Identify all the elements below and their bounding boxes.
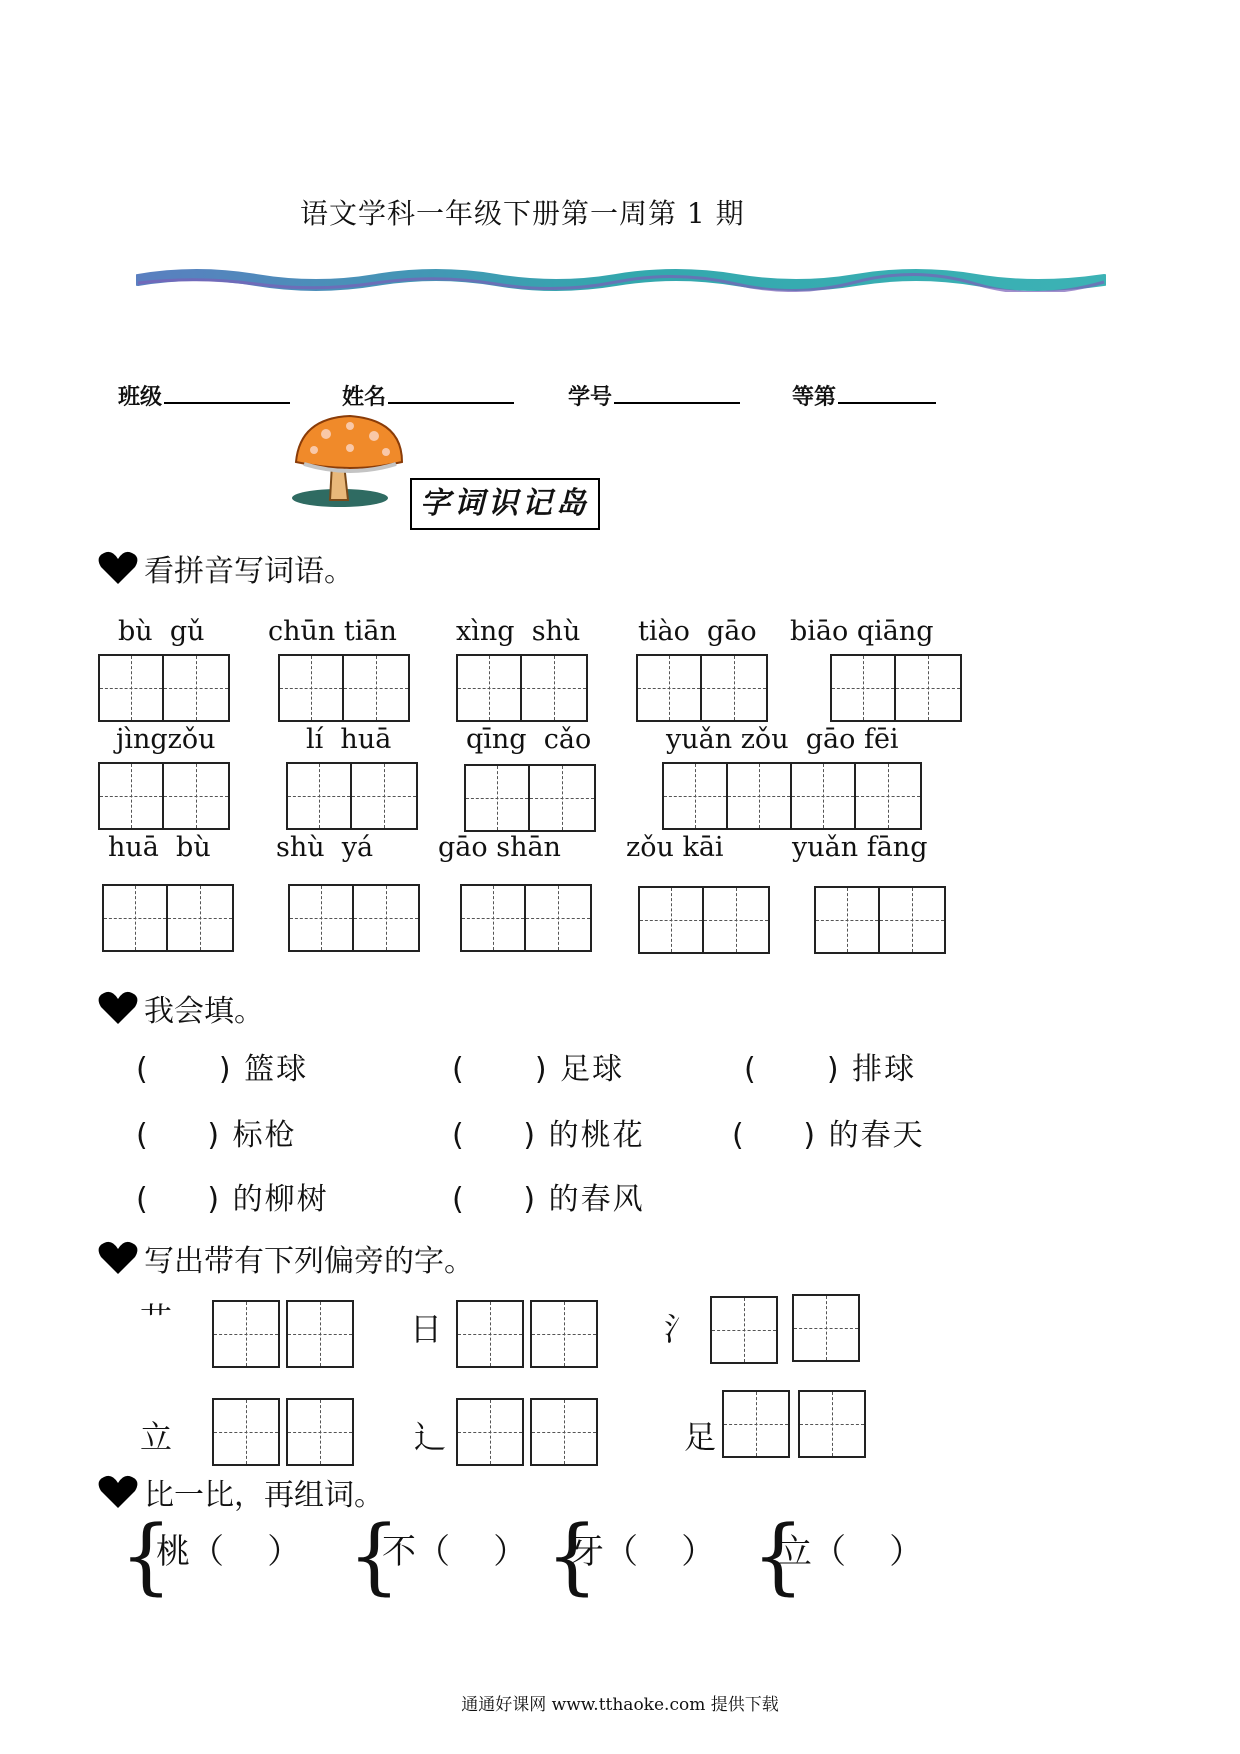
number-blank[interactable] — [614, 382, 740, 404]
pinyin-label: qīng cǎo — [466, 724, 592, 755]
writing-grid[interactable] — [636, 654, 768, 722]
decorative-wave-divider — [136, 268, 1106, 292]
fill-item[interactable]: ( ) 排球 — [744, 1052, 917, 1087]
field-label: 学号 — [568, 385, 613, 410]
brace-icon: { — [348, 1509, 401, 1604]
writing-grid[interactable] — [464, 764, 596, 832]
writing-grid[interactable] — [456, 1300, 524, 1368]
pinyin-label: zǒu kāi — [626, 832, 724, 863]
class-blank[interactable] — [164, 382, 290, 404]
heart-icon — [98, 991, 138, 1025]
pinyin-label: bù gǔ — [118, 616, 205, 647]
writing-grid[interactable] — [456, 1398, 524, 1466]
field-name — [342, 380, 514, 411]
writing-grid[interactable] — [278, 654, 410, 722]
writing-grid[interactable] — [212, 1398, 280, 1466]
grade-blank[interactable] — [838, 382, 936, 404]
pinyin-label: jìngzǒu — [116, 724, 216, 755]
section-heading-text: 看拼音写词语。 — [144, 554, 354, 589]
writing-grid[interactable] — [814, 886, 946, 954]
compare-item[interactable]: 不（ ） — [382, 1532, 528, 1572]
field-grade — [792, 380, 936, 411]
compare-item[interactable]: 立（ ） — [778, 1532, 924, 1572]
brace-icon: { — [120, 1509, 173, 1604]
radical-label: 艹 — [140, 1300, 173, 1338]
writing-grid[interactable] — [456, 654, 588, 722]
heart-icon — [98, 1475, 138, 1509]
fill-item[interactable]: ( ) 足球 — [452, 1052, 625, 1087]
pinyin-label: yuǎn fāng — [792, 832, 928, 863]
writing-grid[interactable] — [460, 884, 592, 952]
radical-label: 立 — [140, 1418, 173, 1456]
writing-grid[interactable] — [798, 1390, 866, 1458]
field-label: 班级 — [118, 385, 163, 410]
pinyin-label: biāo qiāng — [790, 616, 934, 647]
section-heading-pinyin — [98, 546, 354, 590]
radical-label: 足 — [684, 1418, 717, 1456]
section-heading-text: 比一比，再组词。 — [144, 1478, 384, 1513]
writing-grid[interactable] — [638, 886, 770, 954]
writing-grid[interactable] — [662, 762, 922, 830]
field-number — [568, 380, 740, 411]
writing-grid[interactable] — [530, 1300, 598, 1368]
writing-grid[interactable] — [98, 762, 230, 830]
section-heading-fill — [98, 986, 264, 1030]
pinyin-label: gāo shān — [438, 832, 561, 863]
pinyin-label: huā bù — [108, 832, 211, 863]
section-heading-radical — [98, 1236, 474, 1280]
radical-label: 氵 — [664, 1310, 697, 1348]
pinyin-label: chūn tiān — [268, 616, 397, 647]
writing-grid[interactable] — [286, 762, 418, 830]
section-heading-text: 我会填。 — [144, 994, 264, 1029]
section-banner: 字词识记岛 — [410, 478, 600, 530]
writing-grid[interactable] — [830, 654, 962, 722]
heart-icon — [98, 1241, 138, 1275]
writing-grid[interactable] — [288, 884, 420, 952]
pinyin-label: lí huā — [306, 724, 392, 755]
brace-icon: { — [546, 1509, 599, 1604]
fill-item[interactable]: ( ) 的桃花 — [452, 1118, 645, 1153]
section-heading-text: 写出带有下列偏旁的字。 — [144, 1244, 474, 1279]
writing-grid[interactable] — [530, 1398, 598, 1466]
writing-grid[interactable] — [98, 654, 230, 722]
writing-grid[interactable] — [792, 1294, 860, 1362]
compare-item[interactable]: 牙（ ） — [570, 1532, 716, 1572]
writing-grid[interactable] — [212, 1300, 280, 1368]
brace-icon: { — [752, 1509, 805, 1604]
page-footer: 通通好课网 www.tthaoke.com 提供下载 — [461, 1695, 779, 1715]
fill-item[interactable]: ( ) 的柳树 — [136, 1182, 329, 1217]
fill-item[interactable]: ( ) 的春天 — [732, 1118, 925, 1153]
writing-grid[interactable] — [710, 1296, 778, 1364]
radical-label: 日 — [410, 1310, 443, 1348]
pinyin-label: xìng shù — [456, 616, 581, 647]
pinyin-label: yuǎn zǒu gāo fēi — [666, 724, 899, 755]
radical-label: 辶 — [414, 1418, 447, 1456]
writing-grid[interactable] — [286, 1300, 354, 1368]
pinyin-label: tiào gāo — [638, 616, 757, 647]
mushroom-icon — [290, 412, 410, 512]
field-class — [118, 380, 290, 411]
writing-grid[interactable] — [102, 884, 234, 952]
fill-item[interactable]: ( ) 的春风 — [452, 1182, 645, 1217]
field-label: 等第 — [792, 385, 837, 410]
heart-icon — [98, 551, 138, 585]
pinyin-label: shù yá — [276, 832, 374, 863]
fill-item[interactable]: ( ) 标枪 — [136, 1118, 297, 1153]
writing-grid[interactable] — [722, 1390, 790, 1458]
compare-item[interactable]: 桃（ ） — [156, 1532, 302, 1572]
name-blank[interactable] — [388, 382, 514, 404]
fill-item[interactable]: ( ) 篮球 — [136, 1052, 309, 1087]
field-label: 姓名 — [342, 385, 387, 410]
section-heading-compare — [98, 1470, 384, 1514]
page-title: 语文学科一年级下册第一周第 1 期 — [300, 197, 745, 230]
writing-grid[interactable] — [286, 1398, 354, 1466]
